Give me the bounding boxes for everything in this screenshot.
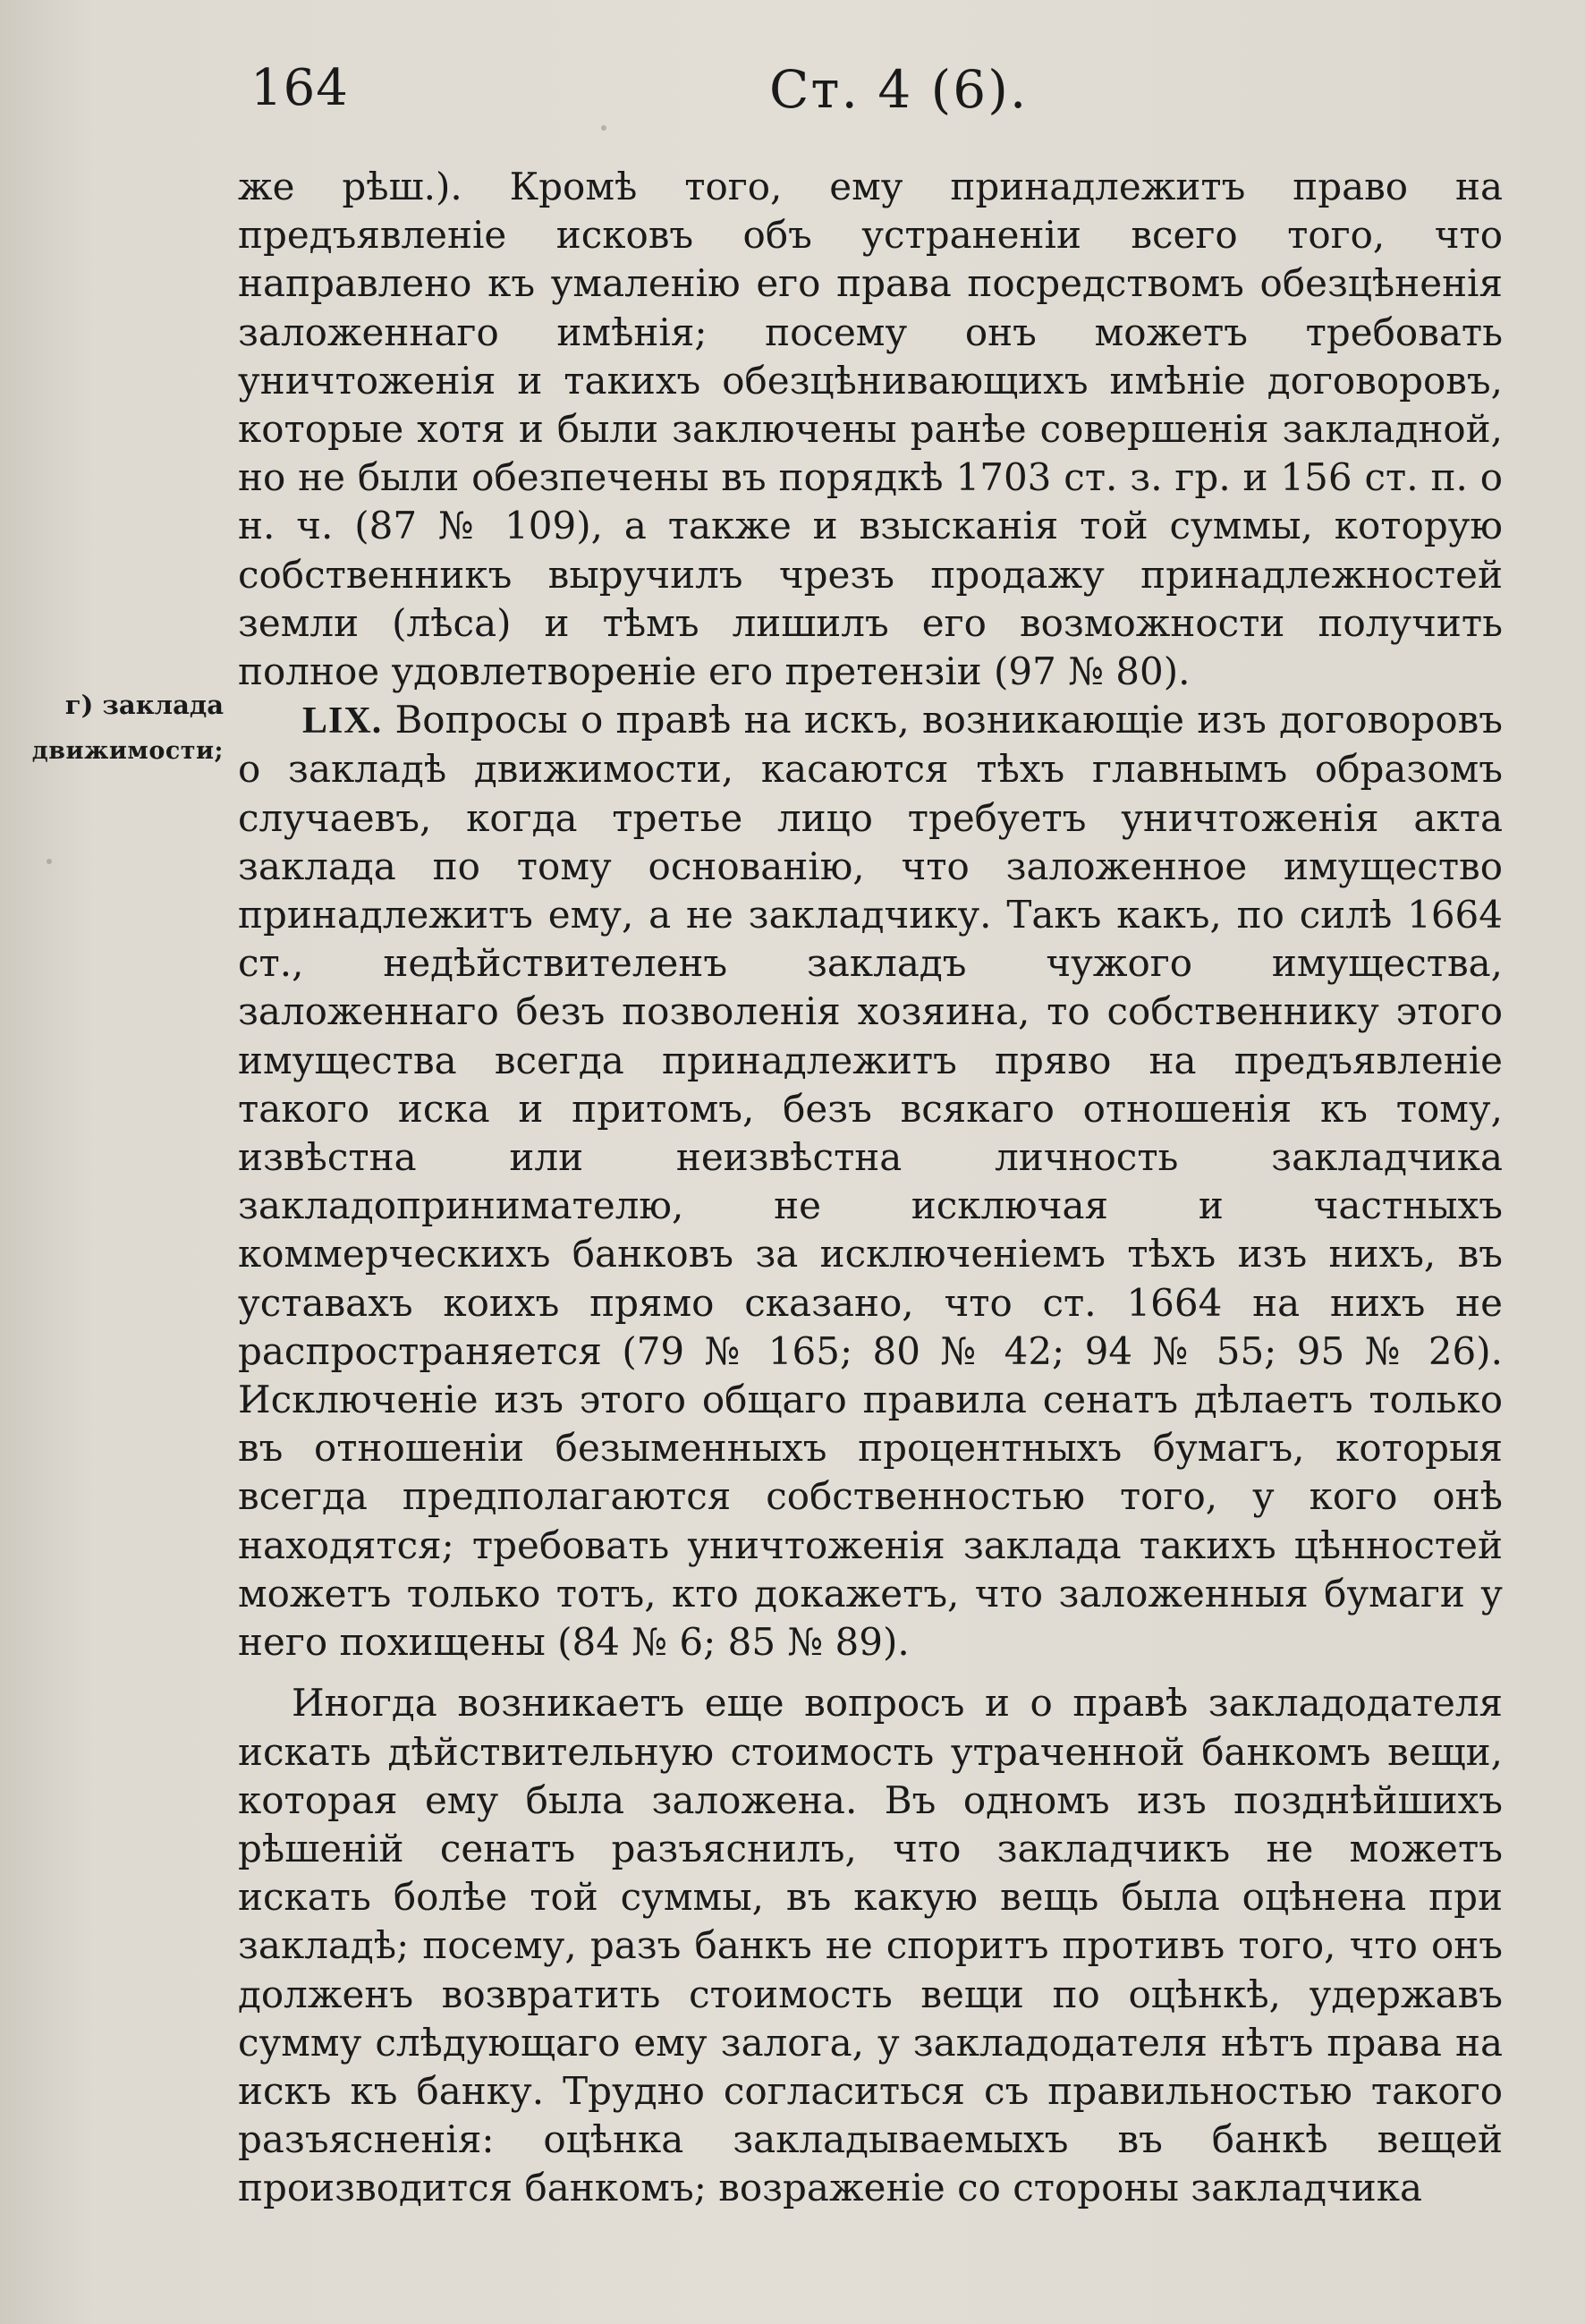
paragraph-3 [238,1679,1503,2212]
paragraph-2 [238,696,1503,1667]
page-number: 164 [250,59,349,117]
paragraph-3-text: Иногда возникаетъ еще вопросъ и о правѣ закладодателя искать дѣйствительную стоимость утраченной банкомъ вещи, которая ему была заложена. Въ одномъ изъ позднѣйшихъ рѣшеній сенатъ разъяснилъ, что закладчикъ не можетъ искать болѣе той суммы, въ какую вещь была оцѣнена при закладѣ; посему, разъ банкъ не споритъ противъ того, что онъ долженъ возвратить стоимость вещи по оцѣнкѣ, удержавъ сумму слѣдующаго ему залога, у закладодателя нѣтъ права на искъ къ банку. Трудно согласиться съ правильностью такого разъясненія: оцѣнка закладываемыхъ въ банкѣ вещей производится банкомъ; возраженіе со стороны закладчика [238,1681,1503,2210]
paragraph-1 [238,163,1503,696]
running-head: Ст. 4 (6). [769,59,1029,120]
page-header [0,59,1585,131]
margin-note-line1: г) заклада [64,690,224,720]
paragraph-1-text: же рѣш.). Кромѣ того, ему принадлежитъ право на предъявленіе исковъ объ устраненіи всего того, что направлено къ умаленію его права посредствомъ обезцѣненія заложеннаго имѣнія; посему онъ можетъ требовать уничтоженія и такихъ обезцѣнивающихъ имѣніе договоровъ, которые хотя и были заключены ранѣе совершенія закладной, но не были обезпечены въ порядкѣ 1703 ст. з. гр. и 156 ст. п. о н. ч. (87 № 109), а также и взысканія той суммы, которую собственникъ выручилъ чрезъ продажу принадлежностей земли (лѣса) и тѣмъ лишилъ его возможности получить полное удовлетвореніе его претензіи (97 № 80). [238,165,1503,694]
paragraph-2-text: Вопросы о правѣ на искъ, возникающіе изъ договоровъ о закладѣ движимости, касаются тѣхъ главнымъ образомъ случаевъ, когда третье лицо требуетъ уничтоженія акта заклада по тому основанію, что заложенное имущество принадлежитъ ему, а не закладчику. Такъ какъ, по силѣ 1664 ст., недѣйствителенъ закладъ чужого имущества, заложеннаго безъ позволенія хозяина, то собственнику этого имущества всегда принадлежитъ пряво на предъявленіе такого иска и притомъ, безъ всякаго отношенія къ тому, извѣстна или неизвѣстна личность закладчика закладопринимателю, не исключая и частныхъ коммерческихъ банковъ за исключеніемъ тѣхъ изъ нихъ, въ уставахъ коихъ прямо сказано, что ст. 1664 на нихъ не распространяется (79 № 165; 80 № 42; 94 № 55; 95 № 26). Исключеніе изъ этого общаго правила сенатъ дѣлаетъ только въ отношеніи безыменныхъ процентныхъ бумагъ, которыя всегда предполагаются собственностью того, у кого онѣ находятся; требовать уничтоженія заклада такихъ цѣнностей можетъ только тотъ, кто докажетъ, что заложенныя бумаги у него похищены (84 № 6; 85 № 89). [238,698,1503,1665]
print-speck [47,859,52,864]
print-speck [601,125,606,131]
margin-note-line2: движимости; [31,737,224,765]
section-number: LIX. [302,700,383,742]
body-text [238,163,1503,2213]
margin-note [18,682,224,775]
